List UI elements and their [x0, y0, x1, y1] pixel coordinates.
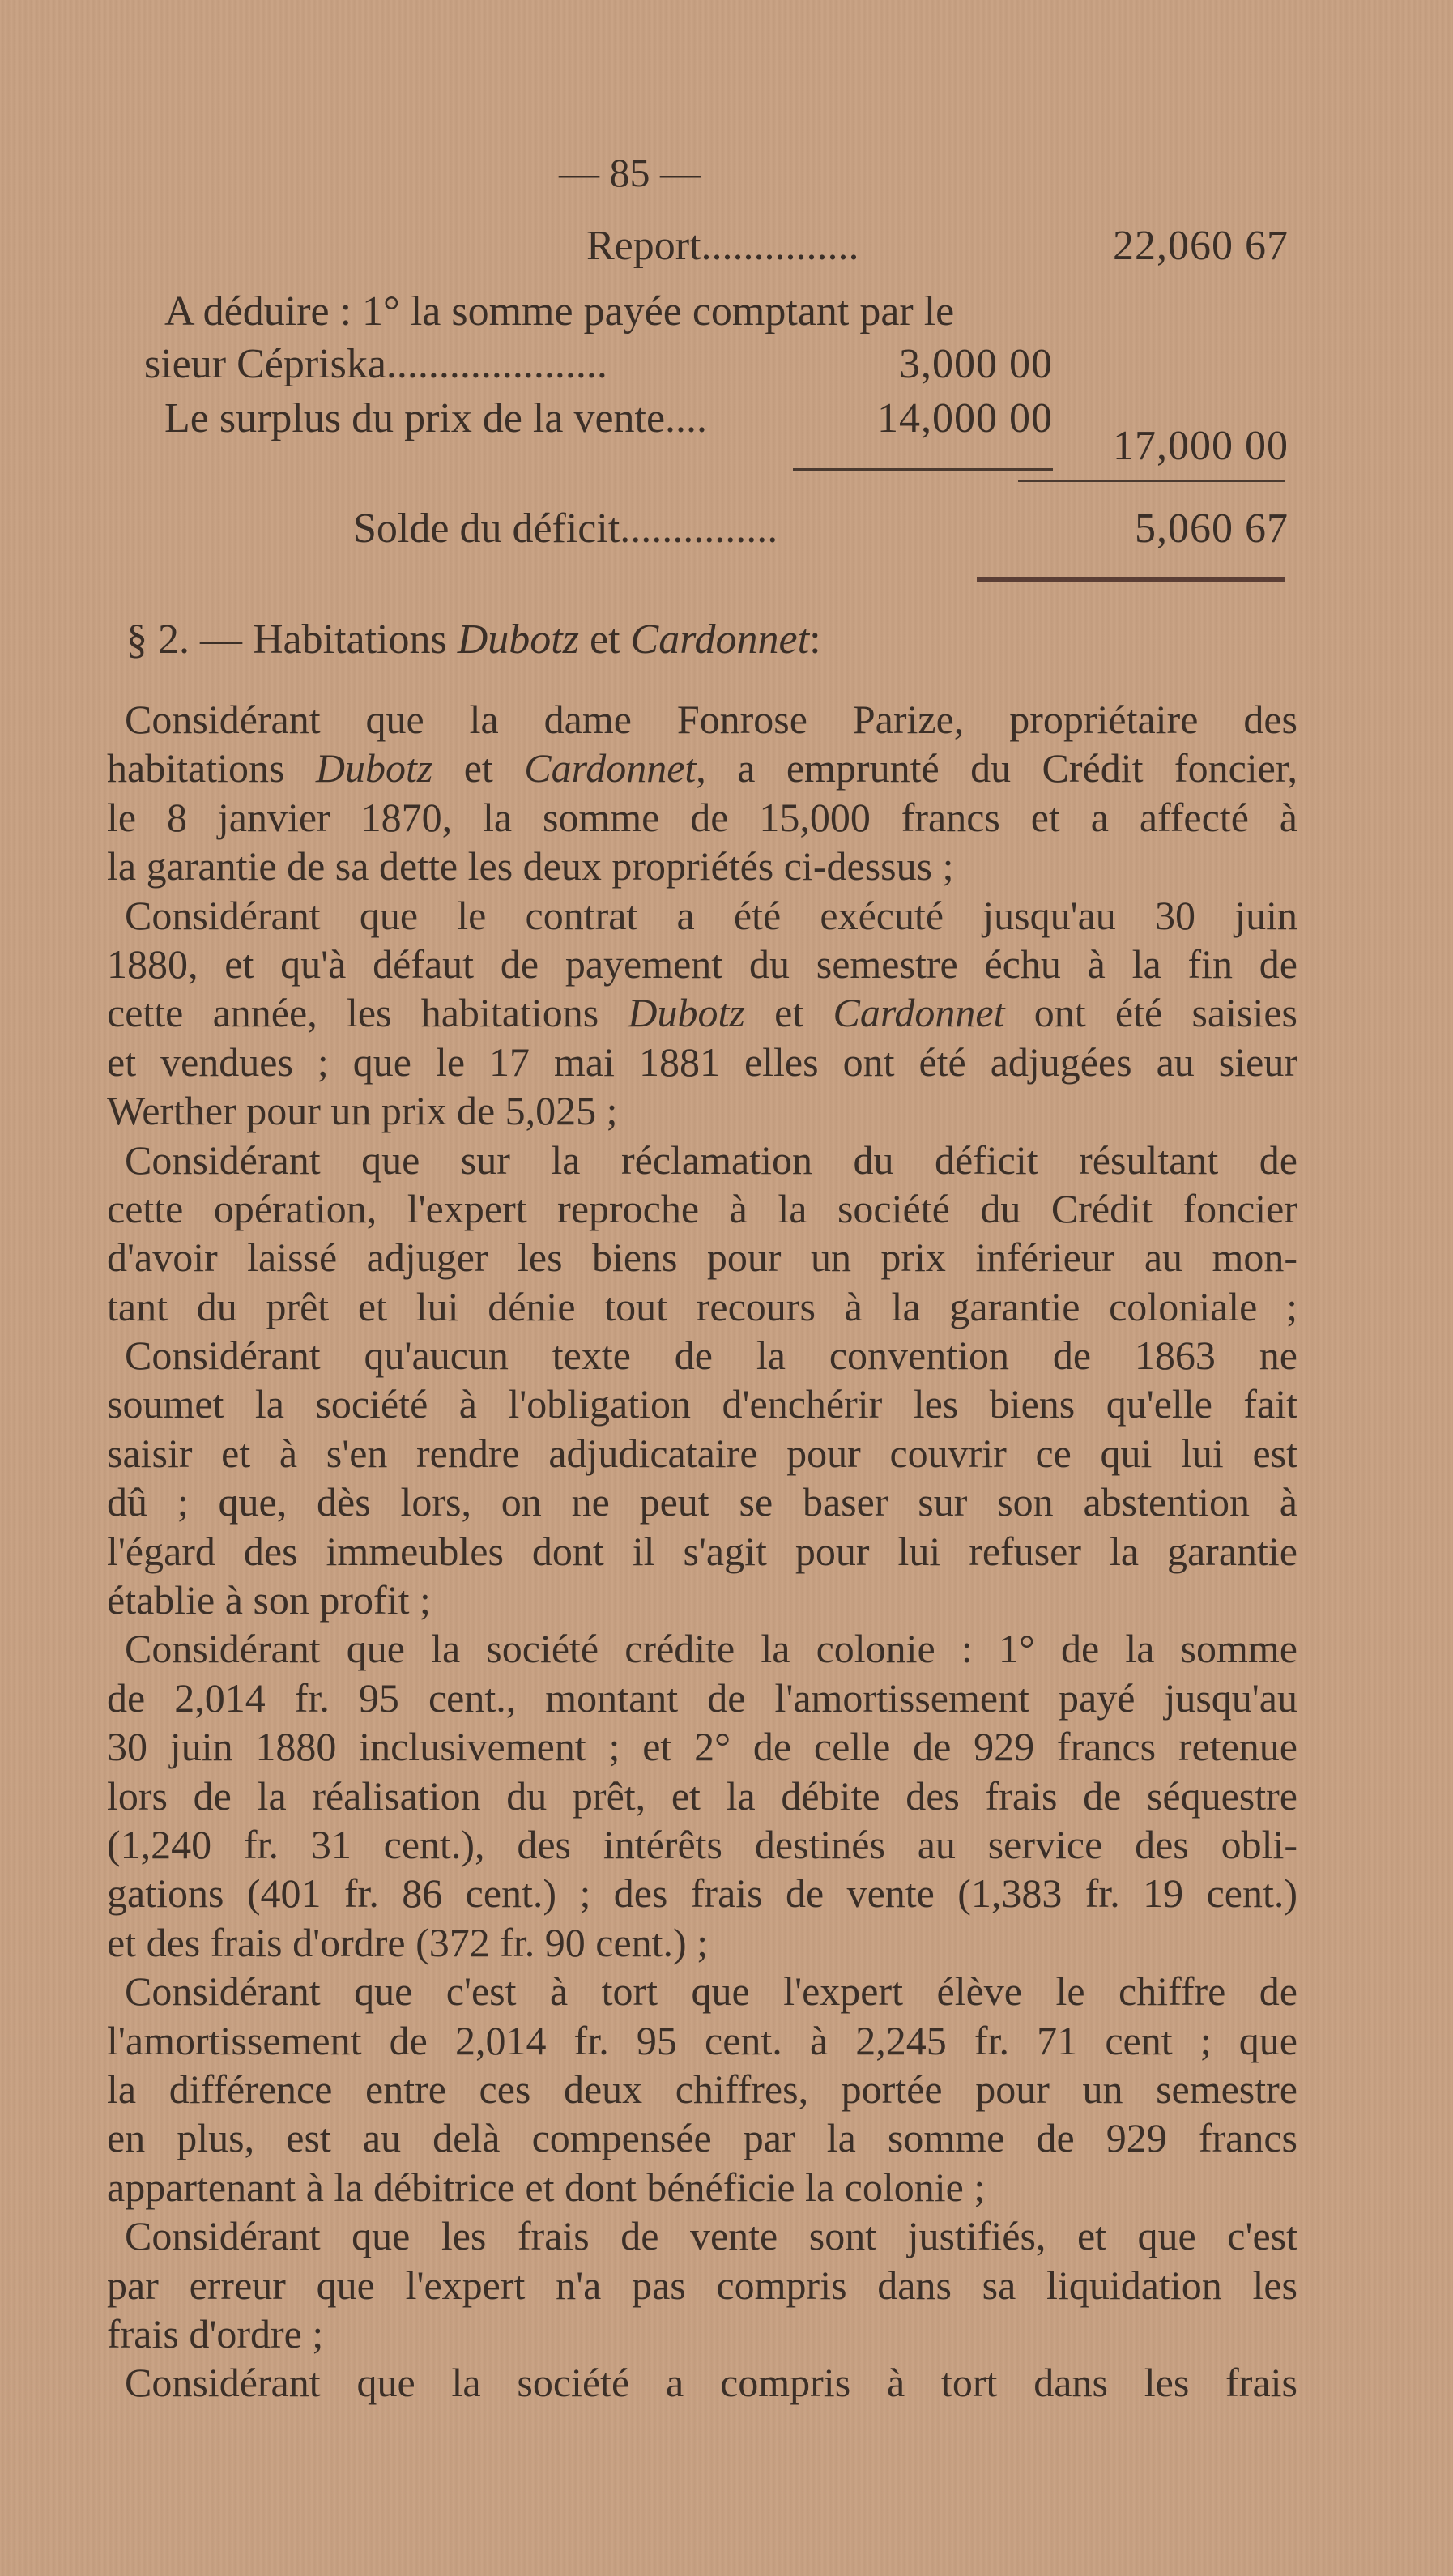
text-segment: en plus, est au delà compensée par la somme de 929 francs [107, 2115, 1297, 2161]
text-line [107, 1478, 1297, 1526]
text-line [107, 1331, 1297, 1380]
text-line [107, 2358, 1297, 2407]
italic-name: Cardonnet [833, 990, 1005, 1036]
text-line [107, 1136, 1297, 1184]
body-text [107, 695, 1297, 2408]
text-line [107, 793, 1297, 842]
text-segment: et [432, 745, 525, 791]
text-segment: Considérant que c'est à tort que l'expert élève le chiffre de [125, 1968, 1297, 2015]
text-segment: gations (401 fr. 86 cent.) ; des frais de vente (1,383 fr. 19 cent.) [107, 1870, 1297, 1917]
text-segment: Considérant que la société crédite la colonie : 1° de la somme [125, 1626, 1297, 1672]
text-segment: saisir et à s'en rendre adjudicataire pour couvrir ce qui lui est [107, 1430, 1297, 1476]
text-line [107, 1576, 1297, 1624]
balance-label: Solde du déficit............... [353, 505, 778, 552]
text-line [107, 1184, 1297, 1233]
italic-name: Dubotz [628, 990, 745, 1036]
text-line [107, 842, 1297, 890]
text-line [107, 1380, 1297, 1428]
balance-rule [977, 577, 1285, 582]
text-line [107, 1429, 1297, 1478]
text-segment: tant du prêt et lui dénie tout recours à la garantie coloniale ; [107, 1283, 1297, 1329]
text-line [107, 2016, 1297, 2065]
text-line [107, 891, 1297, 940]
text-line [107, 1918, 1297, 1967]
text-segment: cette opération, l'expert reproche à la société du Crédit foncier [107, 1185, 1297, 1231]
balance-amount: 5,060 67 [1135, 505, 1289, 552]
subtotal-amount: 17,000 00 [1113, 423, 1289, 469]
surplus-label: Le surplus du prix de la vente.... [164, 395, 708, 441]
text-line [107, 2309, 1297, 2358]
text-segment: Considérant que le contrat a été exécuté jusqu'au 30 juin [125, 892, 1297, 938]
text-segment: la différence entre ces deux chiffres, portée pour un semestre [107, 2066, 1297, 2112]
page-number: — 85 — [559, 150, 701, 195]
text-line [107, 1233, 1297, 1282]
heading-suffix: : [809, 616, 821, 663]
text-line [107, 1038, 1297, 1086]
report-amount: 22,060 67 [1113, 223, 1289, 269]
text-segment: la garantie de sa dette les deux propriétés ci-dessus ; [107, 843, 954, 889]
text-segment: Considérant qu'aucun texte de la convention de 1863 ne [125, 1333, 1297, 1379]
text-line [107, 2113, 1297, 2162]
surplus-amount: 14,000 00 [877, 395, 1053, 441]
deduct-line: A déduire : 1° la somme payée comptant par le [164, 288, 955, 335]
sum-rule [793, 468, 1053, 471]
text-segment: (1,240 fr. 31 cent.), des intérêts destinés au service des obli- [107, 1821, 1297, 1867]
text-line [107, 1820, 1297, 1869]
heading-prefix: § 2. — Habitations [126, 616, 458, 663]
text-line [107, 2065, 1297, 2113]
text-line [107, 1282, 1297, 1331]
text-segment: habitations [107, 745, 316, 791]
text-segment: et des frais d'ordre (372 fr. 90 cent.) ; [107, 1919, 709, 1965]
text-segment: Considérant que la société a compris à tort dans les frais [125, 2360, 1297, 2406]
italic-name: Dubotz [315, 745, 433, 791]
text-line [107, 1674, 1297, 1722]
text-segment: soumet la société à l'obligation d'enchérir les biens qu'elle fait [107, 1381, 1297, 1427]
text-line [107, 940, 1297, 988]
text-segment: dû ; que, dès lors, on ne peut se baser sur son abstention à [107, 1479, 1297, 1525]
text-line [107, 2163, 1297, 2211]
text-line [107, 2211, 1297, 2260]
heading-name-cardonnet: Cardonnet [630, 616, 810, 663]
text-segment: 1880, et qu'à défaut de payement du semestre échu à la fin de [107, 940, 1297, 987]
text-line [107, 744, 1297, 792]
text-segment: de 2,014 fr. 95 cent., montant de l'amortissement payé jusqu'au [107, 1674, 1297, 1721]
text-line [107, 1722, 1297, 1771]
text-segment: l'amortissement de 2,014 fr. 95 cent. à 2,245 fr. 71 cent ; que [107, 2017, 1297, 2063]
cepriska-amount: 3,000 00 [899, 341, 1053, 387]
text-segment: le 8 janvier 1870, la somme de 15,000 francs et a affecté à [107, 794, 1297, 840]
text-segment: Werther pour un prix de 5,025 ; [107, 1088, 618, 1134]
text-segment: Considérant que les frais de vente sont justifiés, et que c'est [125, 2213, 1297, 2259]
section-heading [126, 616, 821, 664]
text-line [107, 1772, 1297, 1820]
text-segment: l'égard des immeubles dont il s'agit pour lui refuser la garantie [107, 1528, 1297, 1574]
text-segment: et [744, 990, 833, 1036]
text-line [107, 2261, 1297, 2309]
text-line [107, 1527, 1297, 1576]
cepriska-label: sieur Cépriska..................... [144, 341, 607, 387]
text-segment: Considérant que sur la réclamation du déficit résultant de [125, 1137, 1297, 1183]
text-segment: 30 juin 1880 inclusivement ; et 2° de celle de 929 francs retenue [107, 1724, 1297, 1770]
text-line [107, 695, 1297, 744]
text-segment: Considérant que la dame Fonrose Parize, propriétaire des [125, 697, 1297, 742]
text-segment: par erreur que l'expert n'a pas compris dans sa liquidation les [107, 2262, 1297, 2308]
report-label: Report............... [586, 223, 859, 269]
text-line [107, 988, 1297, 1037]
text-segment: établie à son profit ; [107, 1577, 431, 1623]
text-segment: d'avoir laissé adjuger les biens pour un prix inférieur au mon- [107, 1235, 1297, 1281]
text-line [107, 1967, 1297, 2015]
text-segment: ont été saisies [1004, 990, 1297, 1036]
heading-name-dubotz: Dubotz [457, 616, 579, 663]
italic-name: Cardonnet [524, 745, 697, 791]
heading-mid: et [579, 616, 631, 663]
text-line [107, 1869, 1297, 1917]
text-segment: cette année, les habitations [107, 990, 628, 1036]
subtotal-rule [1018, 480, 1285, 482]
text-segment: , a emprunté du Crédit foncier, [696, 745, 1297, 791]
text-segment: frais d'ordre ; [107, 2310, 324, 2356]
text-segment: et vendues ; que le 17 mai 1881 elles ont été adjugées au sieur [107, 1039, 1297, 1085]
text-segment: lors de la réalisation du prêt, et la débite des frais de séquestre [107, 1772, 1297, 1819]
text-segment: appartenant à la débitrice et dont bénéficie la colonie ; [107, 2164, 986, 2210]
text-line [107, 1086, 1297, 1135]
text-line [107, 1624, 1297, 1673]
